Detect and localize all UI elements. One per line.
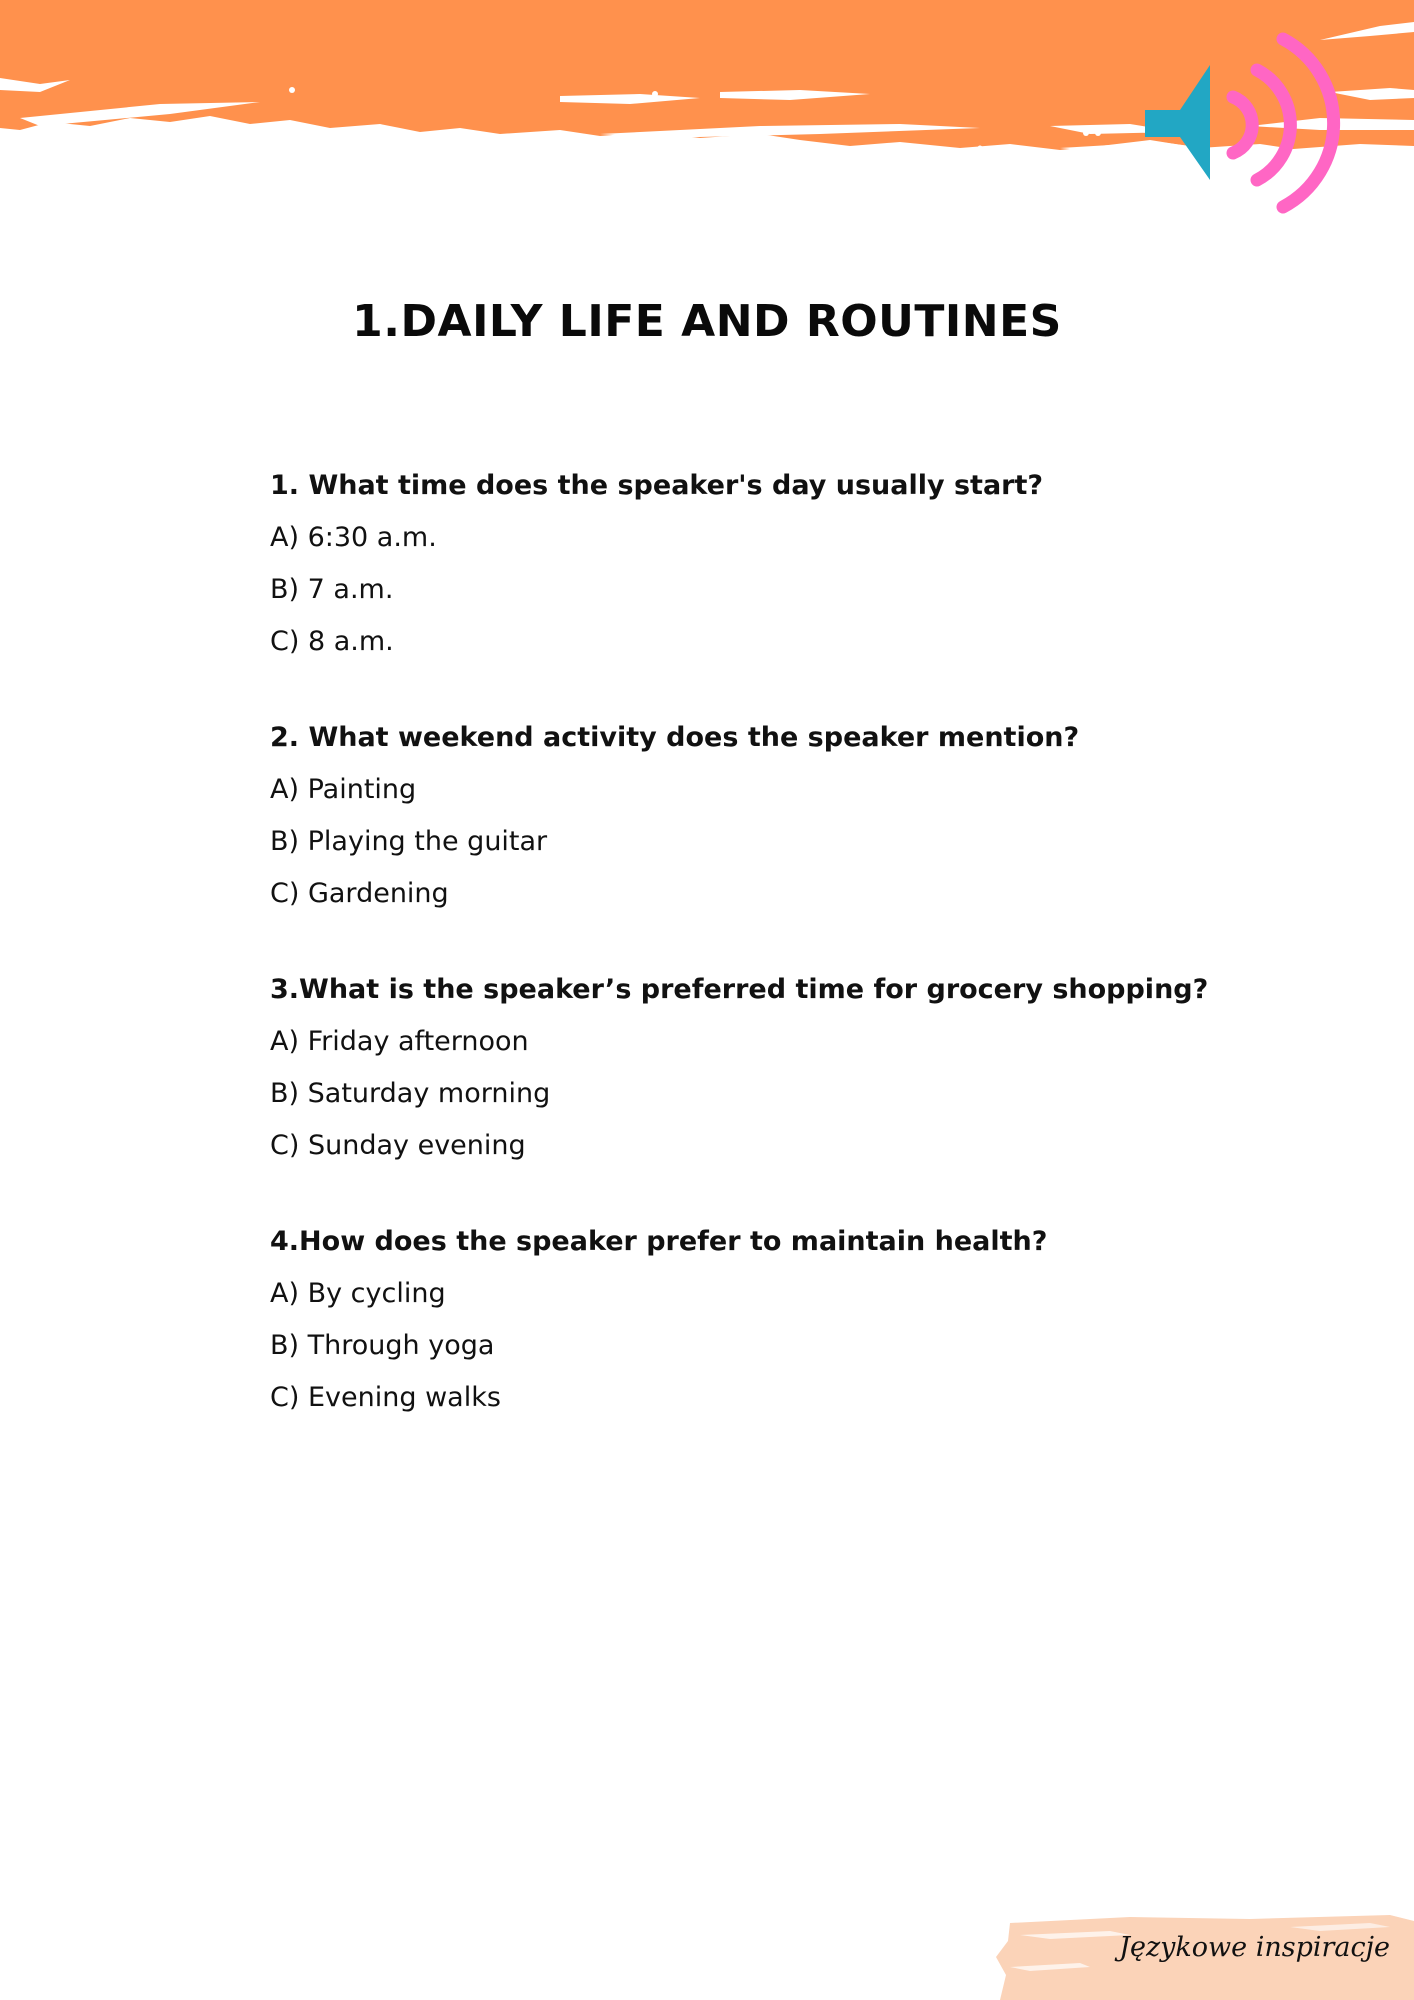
question-text: 2. What weekend activity does the speaker mention?	[270, 722, 1080, 753]
question-4	[270, 1216, 1270, 1424]
question-text: 3.What is the speaker’s preferred time for grocery shopping?	[270, 974, 1209, 1005]
question-text: 1. What time does the speaker's day usually start?	[270, 470, 1044, 501]
page-title: 1.DAILY LIFE AND ROUTINES	[352, 296, 1062, 347]
answer-option-b[interactable]: B) Through yoga	[270, 1330, 495, 1361]
question-1	[270, 460, 1270, 668]
answer-option-a[interactable]: A) Painting	[270, 774, 417, 805]
brand-name: Językowe inspiracje	[1119, 1932, 1390, 1963]
answer-option-c[interactable]: C) Gardening	[270, 878, 449, 909]
question-2	[270, 712, 1270, 920]
answer-option-a[interactable]: A) By cycling	[270, 1278, 446, 1309]
question-text: 4.How does the speaker prefer to maintain health?	[270, 1226, 1048, 1257]
answer-option-c[interactable]: C) Sunday evening	[270, 1130, 526, 1161]
answer-option-b[interactable]: B) Saturday morning	[270, 1078, 551, 1109]
answer-option-a[interactable]: A) 6:30 a.m.	[270, 522, 437, 553]
question-3	[270, 964, 1270, 1172]
answer-option-b[interactable]: B) Playing the guitar	[270, 826, 548, 857]
answer-option-a[interactable]: A) Friday afternoon	[270, 1026, 529, 1057]
answer-option-c[interactable]: C) Evening walks	[270, 1382, 501, 1413]
speaker-icon[interactable]	[1135, 25, 1360, 225]
quiz-list	[270, 460, 1270, 1468]
answer-option-b[interactable]: B) 7 a.m.	[270, 574, 394, 605]
answer-option-c[interactable]: C) 8 a.m.	[270, 626, 394, 657]
